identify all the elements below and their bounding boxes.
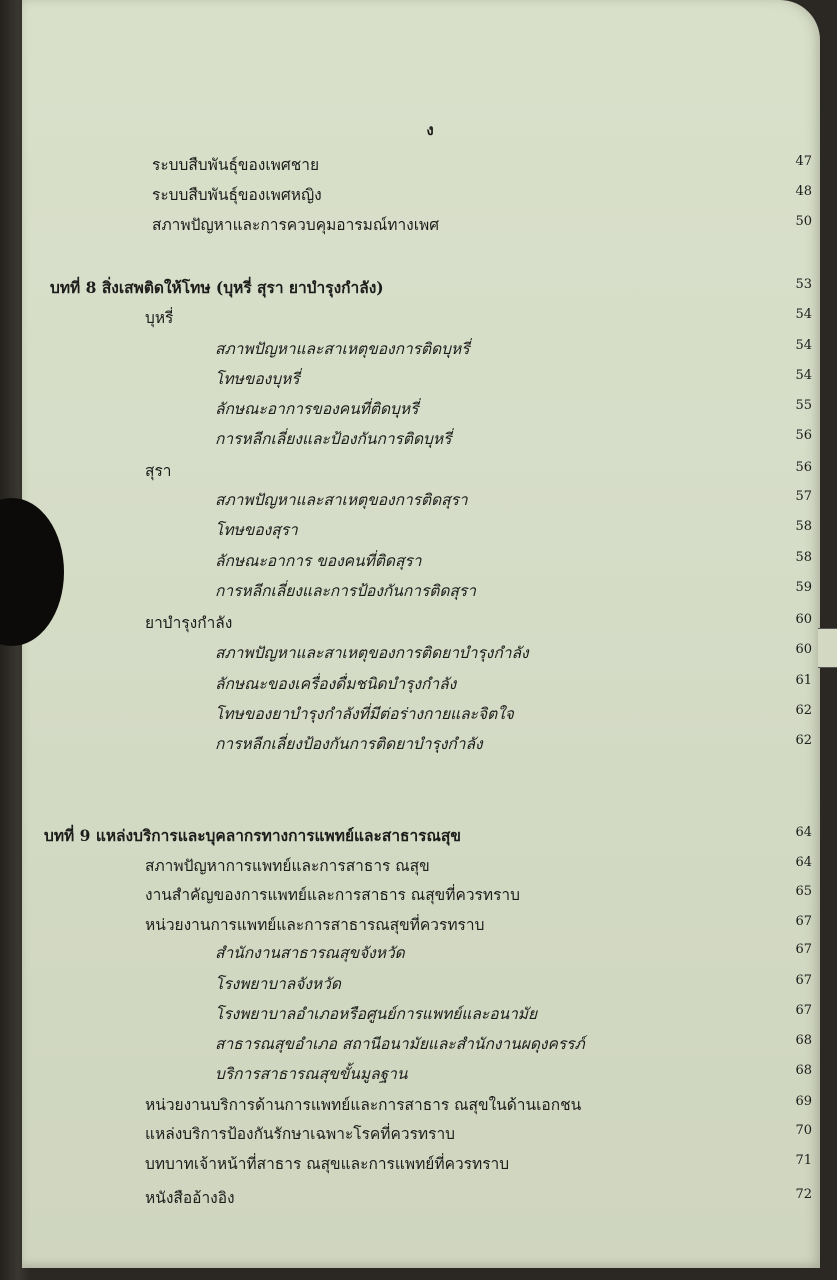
- toc-entry-title: ลักษณะอาการ ของคนที่ติดสุรา: [215, 552, 422, 570]
- toc-page-number: 65: [795, 884, 812, 899]
- toc-entry-title: สภาพปัญหาและสาเหตุของการติดยาบำรุงกำลัง: [215, 644, 529, 662]
- toc-entry-title: งานสำคัญของการแพทย์และการสาธาร ณสุขที่ควรทราบ: [145, 886, 520, 904]
- toc-entry-title: ลักษณะของเครื่องดื่มชนิดบำรุงกำลัง: [215, 675, 457, 693]
- page-edge-tab: [818, 628, 837, 668]
- toc-page-number: 56: [795, 428, 812, 443]
- toc-page-number: 67: [795, 942, 812, 957]
- toc-page-number: 48: [795, 184, 812, 199]
- toc-entry-title: สภาพปัญหาและสาเหตุของการติดสุรา: [215, 491, 468, 509]
- toc-page-number: 57: [795, 489, 812, 504]
- toc-entry-title: สุรา: [145, 462, 172, 480]
- toc-page-number: 54: [795, 338, 812, 353]
- toc-page-number: 60: [795, 642, 812, 657]
- toc-page-number: 54: [795, 368, 812, 383]
- toc-entry-title: หนังสืออ้างอิง: [145, 1189, 235, 1207]
- toc-page-number: 58: [795, 550, 812, 565]
- toc-page-number: 67: [795, 914, 812, 929]
- toc-page-number: 50: [795, 214, 812, 229]
- toc-page-number: 72: [795, 1187, 812, 1202]
- toc-entry-title: การหลีกเลี่ยงและการป้องกันการติดสุรา: [215, 582, 476, 600]
- toc-entry-title: หน่วยงานบริการด้านการแพทย์และการสาธาร ณสุขในด้านเอกชน: [145, 1096, 582, 1114]
- toc-page-number: 60: [795, 612, 812, 627]
- toc-page-number: 62: [795, 733, 812, 748]
- toc-entry-title: การหลีกเลี่ยงป้องกันการติดยาบำรุงกำลัง: [215, 735, 483, 753]
- paper-sheet: [22, 0, 820, 1268]
- toc-page-number: 58: [795, 519, 812, 534]
- toc-page-number: 69: [795, 1094, 812, 1109]
- toc-entry-title: โทษของยาบำรุงกำลังที่มีต่อร่างกายและจิตใจ: [215, 705, 514, 723]
- toc-page-number: 53: [795, 277, 812, 292]
- toc-page-number: 62: [795, 703, 812, 718]
- toc-page-number: 64: [795, 855, 812, 870]
- toc-page-number: 59: [795, 580, 812, 595]
- page-marker: ง: [426, 121, 434, 139]
- toc-entry-title: บริการสาธารณสุขขั้นมูลฐาน: [215, 1065, 408, 1083]
- toc-page-number: 68: [795, 1033, 812, 1048]
- chapter-title: บทที่ 9 แหล่งบริการและบุคลากรทางการแพทย์และสาธารณสุข: [44, 826, 461, 845]
- toc-entry-title: โรงพยาบาลจังหวัด: [215, 975, 341, 993]
- toc-entry-title: สภาพปัญหาการแพทย์และการสาธาร ณสุข: [145, 857, 430, 875]
- toc-entry-title: ยาบำรุงกำลัง: [145, 614, 233, 632]
- toc-entry-title: บุหรี่: [145, 309, 174, 327]
- chapter-title: บทที่ 8 สิ่งเสพติดให้โทษ (บุหรี่ สุรา ยาบำรุงกำลัง): [50, 278, 384, 297]
- toc-page-number: 64: [795, 825, 812, 840]
- toc-entry-title: โรงพยาบาลอำเภอหรือศูนย์การแพทย์และอนามัย: [215, 1005, 538, 1023]
- toc-page-number: 67: [795, 1003, 812, 1018]
- toc-page-number: 71: [795, 1153, 812, 1168]
- toc-entry-title: บทบาทเจ้าหน้าที่สาธาร ณสุขและการแพทย์ที่ควรทราบ: [145, 1155, 510, 1173]
- toc-entry-title: หน่วยงานการแพทย์และการสาธารณสุขที่ควรทราบ: [145, 916, 485, 934]
- toc-entry-title: โทษของสุรา: [215, 521, 298, 539]
- toc-page-number: 70: [795, 1123, 812, 1138]
- toc-entry-title: ลักษณะอาการของคนที่ติดบุหรี่: [215, 400, 419, 418]
- toc-entry-title: สภาพปัญหาและการควบคุมอารมณ์ทางเพศ: [152, 216, 440, 234]
- toc-entry-title: สภาพปัญหาและสาเหตุของการติดบุหรี่: [215, 340, 470, 358]
- toc-entry-title: สำนักงานสาธารณสุขจังหวัด: [215, 944, 405, 962]
- toc-page-number: 54: [795, 307, 812, 322]
- toc-page-number: 61: [795, 673, 812, 688]
- toc-entry-title: สาธารณสุขอำเภอ สถานีอนามัยและสำนักงานผดุงครรภ์: [215, 1035, 585, 1053]
- toc-page-number: 56: [795, 460, 812, 475]
- toc-page-number: 47: [795, 154, 812, 169]
- toc-page-number: 55: [795, 398, 812, 413]
- toc-entry-title: ระบบสืบพันธุ์ของเพศหญิง: [152, 186, 322, 204]
- toc-page-number: 68: [795, 1063, 812, 1078]
- toc-entry-title: ระบบสืบพันธุ์ของเพศชาย: [152, 156, 320, 174]
- toc-entry-title: การหลีกเลี่ยงและป้องกันการติดบุหรี่: [215, 430, 452, 448]
- toc-entry-title: แหล่งบริการป้องกันรักษาเฉพาะโรคที่ควรทราบ: [145, 1125, 455, 1143]
- toc-page-number: 67: [795, 973, 812, 988]
- toc-entry-title: โทษของบุหรี่: [215, 370, 300, 388]
